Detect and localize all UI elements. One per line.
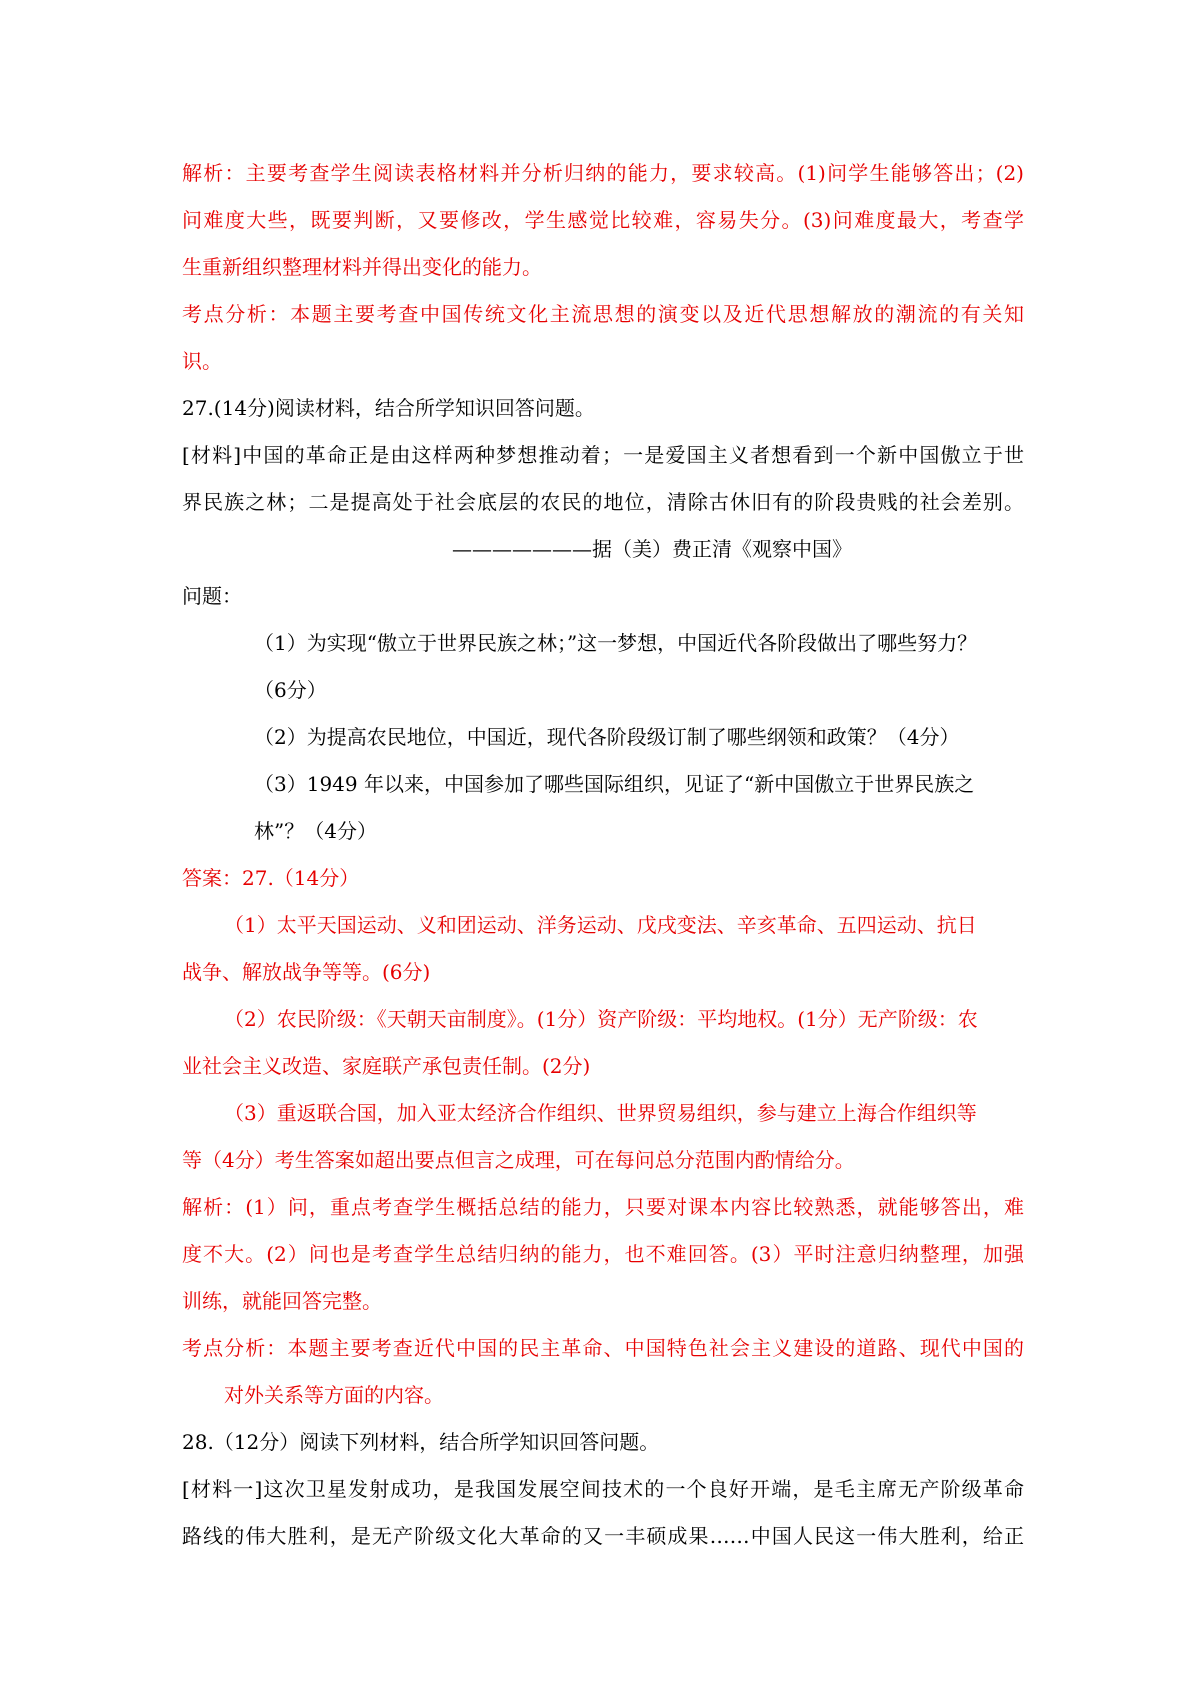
q27-header: 27.(14分)阅读材料，结合所学知识回答问题。 [182,396,595,420]
q27-material-line-2: 界民族之林；二是提高处于社会底层的农民的地位，清除古休旧有的阶段贵贱的社会差别。 [182,490,1024,514]
document-page [182,150,1024,1560]
q26-analysis-line-2: 问难度大些，既要判断，又要修改，学生感觉比较难，容易失分。(3)问难度最大，考查学 [182,208,1024,232]
q27-question-3-cont: 林”？（4分） [254,819,377,843]
q26-analysis-line-1: 解析：主要考查学生阅读表格材料并分析归纳的能力，要求较高。(1)问学生能够答出；(2) [182,161,1024,185]
q27-answer-2-line-1: （2）农民阶级：《天朝天亩制度》。(1分）资产阶级：平均地权。(1分）无产阶级：农 [224,1007,978,1031]
q27-answer-1-line-2: 战争、解放战争等等。(6分) [182,960,431,984]
q27-source: ———————据（美）费正清《观察中国》 [452,537,852,561]
q27-answer-2-line-2: 业社会主义改造、家庭联产承包责任制。(2分) [182,1054,591,1078]
q26-point-line-2: 识。 [182,349,222,373]
q27-answer-1-line-1: （1）太平天国运动、义和团运动、洋务运动、戊戌变法、辛亥革命、五四运动、抗日 [224,913,977,937]
q27-point-line-1: 考点分析：本题主要考查近代中国的民主革命、中国特色社会主义建设的道路、现代中国的 [182,1336,1024,1360]
q28-material-line-2: 路线的伟大胜利，是无产阶级文化大革命的又一丰硕成果……中国人民这一伟大胜利，给正 [182,1524,1024,1548]
q28-material-line-1: [材料一]这次卫星发射成功，是我国发展空间技术的一个良好开端，是毛主席无产阶级革命 [182,1477,1024,1501]
q27-analysis-line-2: 度不大。(2）问也是考查学生总结归纳的能力，也不难回答。(3）平时注意归纳整理，加强 [182,1242,1024,1266]
q27-analysis-line-3: 训练，就能回答完整。 [182,1289,382,1313]
q27-answer-header: 答案：27.（14分） [182,866,360,890]
q27-question-3: （3）1949 年以来，中国参加了哪些国际组织，见证了“新中国傲立于世界民族之 [254,772,975,796]
q28-header: 28.（12分）阅读下列材料，结合所学知识回答问题。 [182,1430,660,1454]
q27-questions-label: 问题： [182,584,242,608]
q27-question-1: （1）为实现“傲立于世界民族之林；”这一梦想，中国近代各阶段做出了哪些努力？ [254,631,978,655]
q26-point-line-1: 考点分析：本题主要考查中国传统文化主流思想的演变以及近代思想解放的潮流的有关知 [182,302,1024,326]
q27-analysis-line-1: 解析：(1）问，重点考查学生概括总结的能力，只要对课本内容比较熟悉，就能够答出，难 [182,1195,1024,1219]
q27-answer-3-line-1: （3）重返联合国，加入亚太经济合作组织、世界贸易组织，参与建立上海合作组织等 [224,1101,977,1125]
q27-question-1-score: （6分） [254,678,327,702]
q27-point-line-2: 对外关系等方面的内容。 [224,1383,444,1407]
q26-analysis-line-3: 生重新组织整理材料并得出变化的能力。 [182,255,542,279]
q27-question-2: （2）为提高农民地位，中国近，现代各阶段级订制了哪些纲领和政策？（4分） [254,725,960,749]
q27-answer-3-line-2: 等（4分）考生答案如超出要点但言之成理，可在每问总分范围内酌情给分。 [182,1148,855,1172]
q27-material-line-1: [材料]中国的革命正是由这样两种梦想推动着；一是爱国主义者想看到一个新中国傲立于世 [182,443,1024,467]
